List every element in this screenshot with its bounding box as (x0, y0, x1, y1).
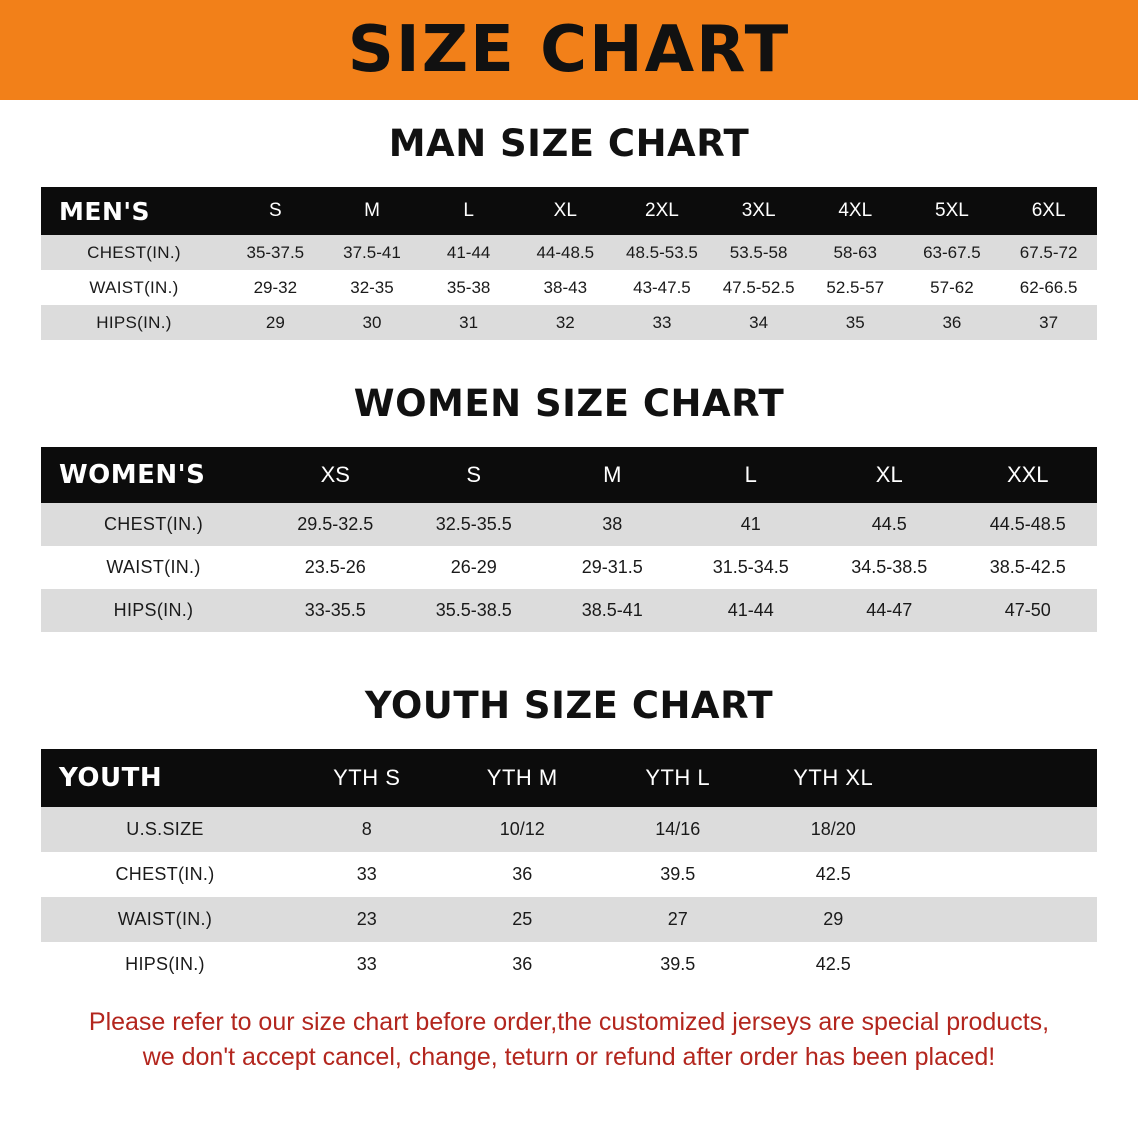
header-size-5xl: 5XL (904, 187, 1001, 235)
cell-spacer (911, 807, 1097, 852)
cell: 58-63 (807, 235, 904, 270)
cell: 27 (600, 897, 756, 942)
header-size-yth-xl: YTH XL (756, 749, 912, 807)
row-label-chest: CHEST(IN.) (41, 852, 289, 897)
row-label-waist: WAIST(IN.) (41, 546, 266, 589)
cell: 41-44 (420, 235, 517, 270)
table-row (41, 942, 1097, 987)
cell: 39.5 (600, 852, 756, 897)
cell: 33-35.5 (266, 589, 405, 632)
table-row (41, 852, 1097, 897)
cell-spacer (911, 897, 1097, 942)
header-corner-mens: MEN'S (41, 187, 227, 235)
table-row (41, 807, 1097, 852)
cell: 34.5-38.5 (820, 546, 959, 589)
cell: 33 (289, 942, 445, 987)
cell: 42.5 (756, 852, 912, 897)
header-size-3xl: 3XL (710, 187, 807, 235)
cell: 44.5 (820, 503, 959, 546)
cell: 42.5 (756, 942, 912, 987)
cell: 34 (710, 305, 807, 340)
cell: 38-43 (517, 270, 614, 305)
cell: 23.5-26 (266, 546, 405, 589)
header-size-s: S (227, 187, 324, 235)
table-row (41, 270, 1097, 305)
header-size-6xl: 6XL (1000, 187, 1097, 235)
table-header-row (41, 749, 1097, 807)
cell: 44.5-48.5 (959, 503, 1098, 546)
cell: 43-47.5 (614, 270, 711, 305)
cell: 32-35 (324, 270, 421, 305)
cell: 36 (445, 852, 601, 897)
header-size-yth-l: YTH L (600, 749, 756, 807)
cell: 38.5-41 (543, 589, 682, 632)
header-corner-youth: YOUTH (41, 749, 289, 807)
women-section-title: WOMEN SIZE CHART (353, 382, 785, 425)
header-size-l: L (682, 447, 821, 503)
cell-spacer (911, 942, 1097, 987)
notice-line-2: we don't accept cancel, change, teturn or refund after order has been placed! (142, 1042, 996, 1071)
header-size-xxl: XXL (959, 447, 1098, 503)
cell: 38.5-42.5 (959, 546, 1098, 589)
header-corner-womens: WOMEN'S (41, 447, 266, 503)
cell: 63-67.5 (904, 235, 1001, 270)
cell: 33 (289, 852, 445, 897)
cell: 37 (1000, 305, 1097, 340)
row-label-waist: WAIST(IN.) (41, 897, 289, 942)
header-size-m: M (543, 447, 682, 503)
row-label-waist: WAIST(IN.) (41, 270, 227, 305)
cell: 53.5-58 (710, 235, 807, 270)
cell: 31 (420, 305, 517, 340)
row-label-us-size: U.S.SIZE (41, 807, 289, 852)
cell: 47-50 (959, 589, 1098, 632)
table-row (41, 897, 1097, 942)
cell: 35.5-38.5 (405, 589, 544, 632)
row-label-chest: CHEST(IN.) (41, 235, 227, 270)
man-size-table (41, 187, 1097, 340)
header-size-4xl: 4XL (807, 187, 904, 235)
cell: 38 (543, 503, 682, 546)
cell: 48.5-53.5 (614, 235, 711, 270)
cell: 35-38 (420, 270, 517, 305)
cell: 29 (756, 897, 912, 942)
row-label-hips: HIPS(IN.) (41, 942, 289, 987)
cell: 35 (807, 305, 904, 340)
cell: 62-66.5 (1000, 270, 1097, 305)
cell: 30 (324, 305, 421, 340)
header-size-l: L (420, 187, 517, 235)
cell: 29-31.5 (543, 546, 682, 589)
cell: 10/12 (445, 807, 601, 852)
table-row (41, 503, 1097, 546)
cell: 57-62 (904, 270, 1001, 305)
header-size-m: M (324, 187, 421, 235)
women-size-table (41, 447, 1097, 632)
header-size-s: S (405, 447, 544, 503)
cell: 39.5 (600, 942, 756, 987)
cell: 18/20 (756, 807, 912, 852)
youth-section-title: YOUTH SIZE CHART (364, 684, 774, 727)
cell: 36 (445, 942, 601, 987)
header-size-yth-m: YTH M (445, 749, 601, 807)
cell: 44-48.5 (517, 235, 614, 270)
header-size-yth-s: YTH S (289, 749, 445, 807)
youth-size-table (41, 749, 1097, 987)
cell: 37.5-41 (324, 235, 421, 270)
table-header-row (41, 187, 1097, 235)
cell: 32 (517, 305, 614, 340)
header-spacer (911, 749, 1097, 807)
notice-text (64, 1005, 1074, 1074)
header-size-xl: XL (820, 447, 959, 503)
cell: 32.5-35.5 (405, 503, 544, 546)
cell: 31.5-34.5 (682, 546, 821, 589)
cell: 67.5-72 (1000, 235, 1097, 270)
cell: 29-32 (227, 270, 324, 305)
cell: 36 (904, 305, 1001, 340)
cell: 14/16 (600, 807, 756, 852)
row-label-chest: CHEST(IN.) (41, 503, 266, 546)
cell: 52.5-57 (807, 270, 904, 305)
cell: 44-47 (820, 589, 959, 632)
cell: 25 (445, 897, 601, 942)
page-title: SIZE CHART (347, 13, 791, 87)
cell: 41-44 (682, 589, 821, 632)
table-row (41, 589, 1097, 632)
table-row (41, 235, 1097, 270)
cell: 47.5-52.5 (710, 270, 807, 305)
row-label-hips: HIPS(IN.) (41, 589, 266, 632)
banner (0, 0, 1138, 100)
cell: 33 (614, 305, 711, 340)
table-row (41, 546, 1097, 589)
header-size-xl: XL (517, 187, 614, 235)
table-header-row (41, 447, 1097, 503)
table-row (41, 305, 1097, 340)
header-size-2xl: 2XL (614, 187, 711, 235)
cell: 29 (227, 305, 324, 340)
cell-spacer (911, 852, 1097, 897)
notice-line-1: Please refer to our size chart before order,the customized jerseys are special products, (88, 1008, 1050, 1036)
cell: 35-37.5 (227, 235, 324, 270)
cell: 8 (289, 807, 445, 852)
cell: 23 (289, 897, 445, 942)
cell: 29.5-32.5 (266, 503, 405, 546)
man-section-title: MAN SIZE CHART (388, 122, 750, 165)
header-size-xs: XS (266, 447, 405, 503)
cell: 26-29 (405, 546, 544, 589)
cell: 41 (682, 503, 821, 546)
row-label-hips: HIPS(IN.) (41, 305, 227, 340)
